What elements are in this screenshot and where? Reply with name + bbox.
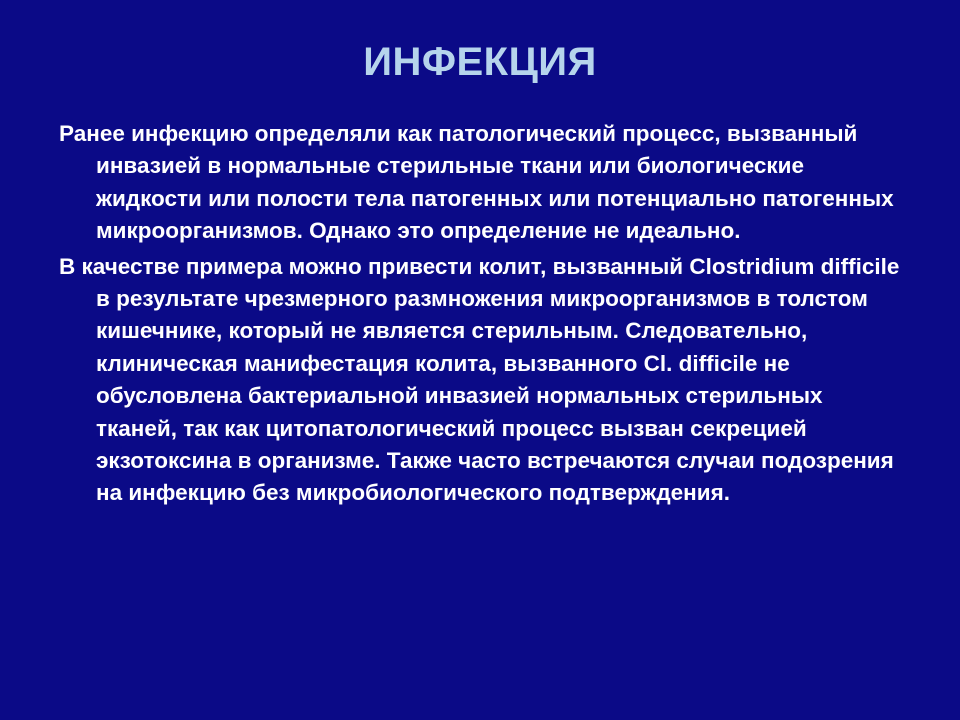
paragraph-example: В качестве примера можно привести колит, вызванный Clostridium difficile в результате чрезмерного размножения микроорганизмов в толстом кишечнике, который не является стерильным. Следовательно, клиническая манифестация колита, вызванного Cl. difficile не обусловлена бактериальной инвазией нормальных стерильных тканей, так как цитопатологический процесс вызван секрецией экзотоксина в организме. Также часто встречаются случаи подозрения на инфекцию без микробиологического подтверждения. (59, 253, 900, 506)
paragraph-definition: Ранее инфекцию определяли как патологический процесс, вызванный инвазией в нормальные стерильные ткани или биологические жидкости или полости тела патогенных или потенциально патогенных микроорганизмов. Однако это определение не идеально. (59, 121, 894, 244)
slide-title: ИНФЕКЦИЯ (363, 40, 597, 84)
slide-body (59, 118, 909, 513)
